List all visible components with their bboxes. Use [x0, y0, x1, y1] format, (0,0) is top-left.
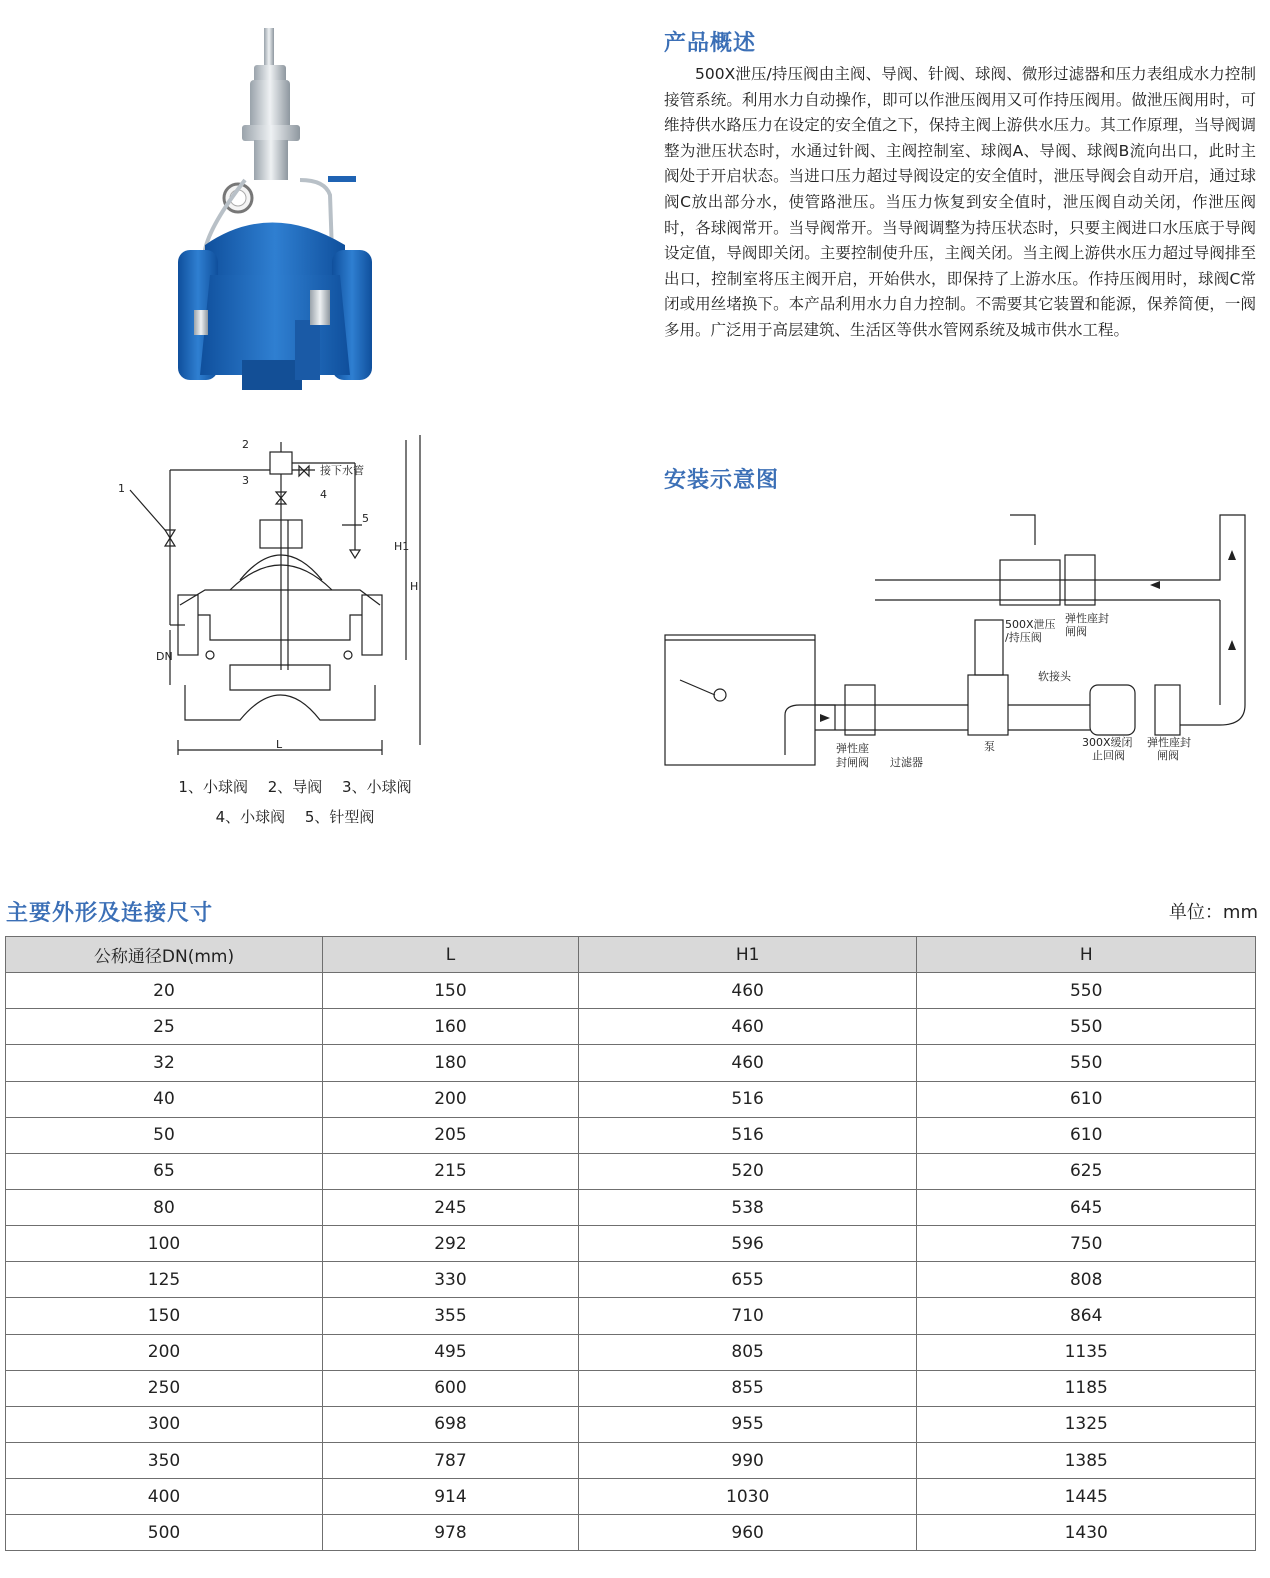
table-cell: 1185 — [917, 1370, 1256, 1406]
callout-3: 3 — [242, 474, 249, 487]
table-cell: 200 — [6, 1334, 323, 1370]
table-cell: 610 — [917, 1117, 1256, 1153]
overview-body: 500X泄压/持压阀由主阀、导阀、针阀、球阀、微形过滤器和压力表组成水力控制接管系统。利用水力自动操作，即可以作泄压阀用又可作持压阀用。做泄压阀用时，可维持供水路压力在设定的安全值之下，保持主阀上游供水压力。其工作原理，当导阀调整为泄压状态时，水通过针阀、主阀控制室、球阀A、导阀、球阀B流向出口，此时主阀处于开启状态。当进口压力超过导阀设定的安全值时，泄压导阀会自动开启，通过球阀C放出部分水，使管路泄压。当压力恢复到安全值时，泄压阀自动关闭，作泄压阀时，各球阀常开。当导阀常开。当导阀调整为持压状态时，只要主阀进口水压底于导阀设定值，导阀即关闭。主要控制使升压，主阀关闭。当主阀上游供水压力超过导阀排至出口，控制室将压主阀开启，开始供水，即保持了上游水压。作持压阀用时，球阀C常闭或用丝堵换下。本产品利用水力自力控制。不需要其它装置和能源，保养简便，一阀多用。广泛用于高层建筑、生活区等供水管网系统及城市供水工程。 — [664, 65, 1256, 339]
table-cell: 20 — [6, 973, 323, 1009]
table-row — [6, 973, 1256, 1009]
table-cell: 864 — [917, 1298, 1256, 1334]
table-row — [6, 1515, 1256, 1551]
table-cell: 400 — [6, 1479, 323, 1515]
table-cell: 330 — [323, 1262, 579, 1298]
callout-1: 1 — [118, 482, 125, 495]
gate-valve-left-label-a: 弹性座 — [836, 742, 869, 755]
table-cell: 50 — [6, 1117, 323, 1153]
table-cell: 460 — [578, 1009, 917, 1045]
header-dn: 公称通径DN(mm) — [6, 937, 323, 973]
gate-valve-right-label-b: 闸阀 — [1157, 749, 1179, 762]
header-h: H — [917, 937, 1256, 973]
table-cell: 150 — [6, 1298, 323, 1334]
table-cell: 250 — [6, 1370, 323, 1406]
header-l: L — [323, 937, 579, 973]
table-cell: 215 — [323, 1153, 579, 1189]
header-h1: H1 — [578, 937, 917, 973]
table-cell: 1325 — [917, 1406, 1256, 1442]
table-row — [6, 1009, 1256, 1045]
table-cell: 500 — [6, 1515, 323, 1551]
table-cell: 750 — [917, 1226, 1256, 1262]
table-cell: 808 — [917, 1262, 1256, 1298]
callout-4: 4 — [320, 488, 327, 501]
table-cell: 65 — [6, 1153, 323, 1189]
pump-label: 泵 — [984, 740, 995, 753]
relief-valve-label-b: /持压阀 — [1005, 631, 1042, 644]
gate-valve-top-label-a: 弹性座封 — [1065, 612, 1109, 625]
table-cell: 205 — [323, 1117, 579, 1153]
table-row — [6, 1226, 1256, 1262]
table-row — [6, 1153, 1256, 1189]
unit-label: 单位：mm — [1168, 902, 1258, 923]
table-cell: 1030 — [578, 1479, 917, 1515]
install-title: 安装示意图 — [664, 468, 780, 493]
table-cell: 350 — [6, 1442, 323, 1478]
table-cell: 495 — [323, 1334, 579, 1370]
table-cell: 516 — [578, 1081, 917, 1117]
table-row — [6, 1189, 1256, 1225]
table-cell: 520 — [578, 1153, 917, 1189]
table-cell: 655 — [578, 1262, 917, 1298]
table-header-row — [6, 937, 1256, 973]
table-cell: 200 — [323, 1081, 579, 1117]
table-row — [6, 1081, 1256, 1117]
table-cell: 300 — [6, 1406, 323, 1442]
table-cell: 855 — [578, 1370, 917, 1406]
table-cell: 1430 — [917, 1515, 1256, 1551]
table-cell: 538 — [578, 1189, 917, 1225]
filter-label: 过滤器 — [890, 756, 923, 769]
table-row — [6, 1117, 1256, 1153]
table-cell: 914 — [323, 1479, 579, 1515]
table-cell: 805 — [578, 1334, 917, 1370]
table-cell: 596 — [578, 1226, 917, 1262]
installation-diagram — [660, 500, 1260, 780]
table-cell: 150 — [323, 973, 579, 1009]
legend-line-2: 4、小球阀 5、针型阀 — [215, 808, 375, 826]
hose-label: 软接头 — [1038, 670, 1071, 683]
table-cell: 40 — [6, 1081, 323, 1117]
table-cell: 516 — [578, 1117, 917, 1153]
table-cell: 1135 — [917, 1334, 1256, 1370]
table-cell: 245 — [323, 1189, 579, 1225]
table-row — [6, 1406, 1256, 1442]
product-photo — [150, 20, 395, 415]
table-cell: 645 — [917, 1189, 1256, 1225]
table-row — [6, 1334, 1256, 1370]
table-cell: 710 — [578, 1298, 917, 1334]
table-cell: 550 — [917, 973, 1256, 1009]
dim-h1: H1 — [394, 540, 410, 553]
table-cell: 698 — [323, 1406, 579, 1442]
dims-title: 主要外形及连接尺寸 — [6, 901, 214, 926]
table-cell: 600 — [323, 1370, 579, 1406]
table-row — [6, 1479, 1256, 1515]
table-cell: 25 — [6, 1009, 323, 1045]
table-row — [6, 1045, 1256, 1081]
table-cell: 990 — [578, 1442, 917, 1478]
table-cell: 625 — [917, 1153, 1256, 1189]
callout-2: 2 — [242, 438, 249, 451]
table-cell: 955 — [578, 1406, 917, 1442]
table-cell: 1385 — [917, 1442, 1256, 1478]
relief-valve-label-a: 500X泄压 — [1005, 618, 1056, 631]
table-cell: 460 — [578, 1045, 917, 1081]
gate-valve-right-label-a: 弹性座封 — [1147, 736, 1191, 749]
table-cell: 960 — [578, 1515, 917, 1551]
table-cell: 160 — [323, 1009, 579, 1045]
table-cell: 978 — [323, 1515, 579, 1551]
table-row — [6, 1298, 1256, 1334]
table-cell: 292 — [323, 1226, 579, 1262]
table-cell: 460 — [578, 973, 917, 1009]
table-cell: 355 — [323, 1298, 579, 1334]
table-cell: 610 — [917, 1081, 1256, 1117]
gate-valve-top-label-b: 闸阀 — [1065, 625, 1087, 638]
overview-title: 产品概述 — [664, 31, 757, 56]
dim-dn: DN — [156, 650, 173, 663]
pipe-label: 接下水管 — [320, 464, 364, 477]
dim-l: L — [276, 738, 283, 751]
table-row — [6, 1442, 1256, 1478]
table-cell: 125 — [6, 1262, 323, 1298]
check-valve-label-a: 300X缓闭 — [1082, 736, 1133, 749]
table-row — [6, 1370, 1256, 1406]
table-cell: 180 — [323, 1045, 579, 1081]
check-valve-label-b: 止回阀 — [1092, 749, 1125, 762]
table-cell: 1445 — [917, 1479, 1256, 1515]
table-cell: 550 — [917, 1045, 1256, 1081]
legend-line-1: 1、小球阀 2、导阀 3、小球阀 — [178, 778, 412, 796]
dimensions-table — [5, 936, 1256, 1551]
table-cell: 80 — [6, 1189, 323, 1225]
table-cell: 32 — [6, 1045, 323, 1081]
table-cell: 100 — [6, 1226, 323, 1262]
table-row — [6, 1262, 1256, 1298]
table-cell: 787 — [323, 1442, 579, 1478]
dim-h: H — [410, 580, 419, 593]
table-cell: 550 — [917, 1009, 1256, 1045]
gate-valve-left-label-b: 封闸阀 — [836, 756, 869, 769]
callout-5: 5 — [362, 512, 369, 525]
section-drawing — [110, 430, 450, 765]
